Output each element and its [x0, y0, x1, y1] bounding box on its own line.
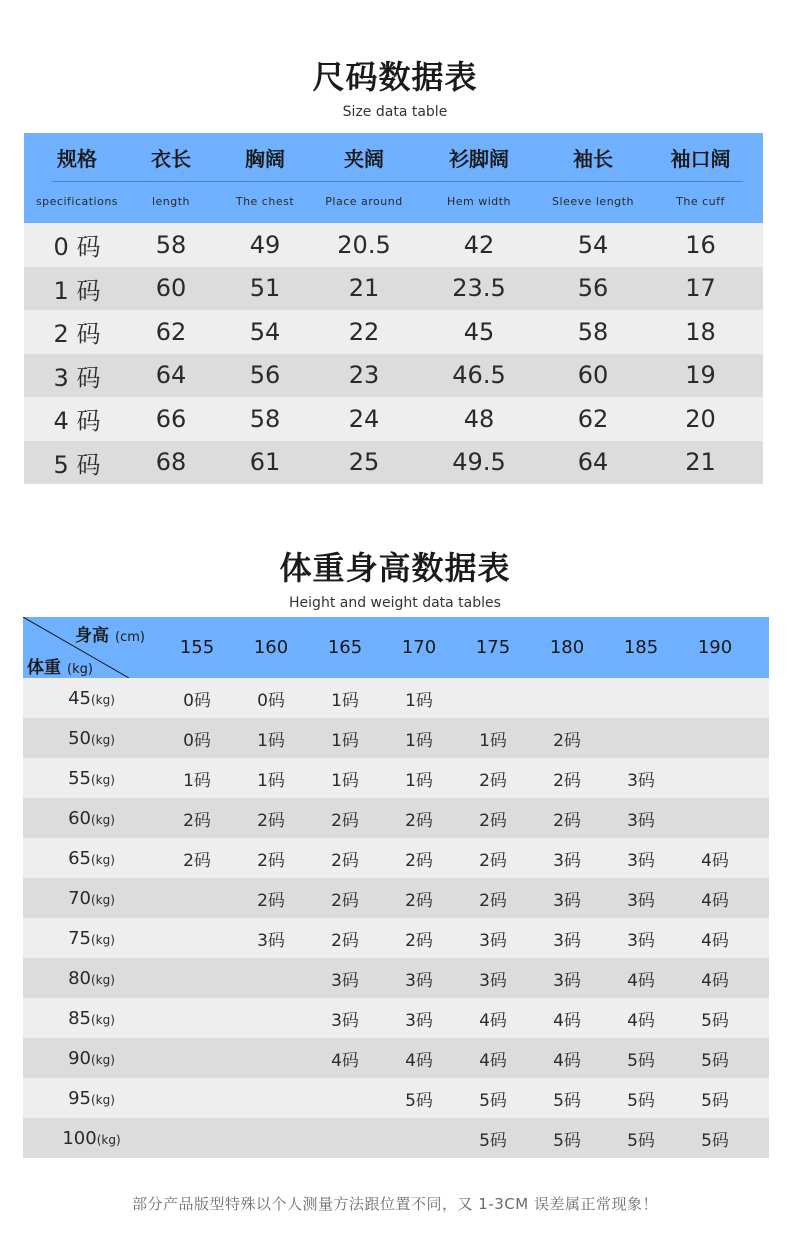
size-value-cell: 56 — [577, 274, 609, 303]
recommended-size-cell: 2码 — [405, 810, 433, 831]
weight-table-row — [23, 798, 769, 838]
recommended-size-cell: 3码 — [553, 890, 581, 911]
recommended-size-cell: 1码 — [479, 730, 507, 751]
recommended-size-cell: 1码 — [183, 770, 211, 791]
size-value-cell: 62 — [577, 404, 609, 433]
size-label-cell: 2 码 — [53, 320, 101, 349]
recommended-size-cell: 2码 — [183, 850, 211, 871]
size-col-header-en: specifications — [35, 195, 119, 208]
weight-unit: (kg) — [90, 772, 115, 787]
size-value-cell: 51 — [249, 274, 281, 303]
size-value-cell: 17 — [685, 274, 716, 303]
size-value-cell: 58 — [577, 317, 609, 346]
recommended-size-cell: 3码 — [627, 770, 655, 791]
recommended-size-cell: 3码 — [331, 970, 359, 991]
recommended-size-cell: 4码 — [701, 970, 729, 991]
size-table-row — [24, 397, 763, 441]
size-value-cell: 49 — [249, 230, 281, 259]
recommended-size-cell: 4码 — [479, 1010, 507, 1031]
height-col-header: 175 — [475, 637, 511, 658]
size-col-header — [130, 133, 212, 223]
weight-table-row — [23, 1078, 769, 1118]
weight-label-cell — [23, 888, 160, 909]
height-weight-table — [23, 617, 769, 1158]
corner-cell — [23, 617, 160, 678]
recommended-size-cell: 2码 — [331, 930, 359, 951]
weight-value: 70 — [68, 887, 91, 909]
weight-value: 55 — [68, 767, 91, 789]
weight-unit: (kg) — [90, 852, 115, 867]
weight-unit: (kg) — [90, 812, 115, 827]
recommended-size-cell: 4码 — [627, 1010, 655, 1031]
size-table-subtitle: Size data table — [342, 104, 448, 120]
recommended-size-cell: 1码 — [405, 690, 433, 711]
size-value-cell: 46.5 — [452, 361, 506, 390]
recommended-size-cell: 1码 — [331, 690, 359, 711]
size-value-cell: 64 — [577, 448, 609, 477]
size-label-cell: 4 码 — [53, 407, 101, 436]
recommended-size-cell: 1码 — [257, 730, 285, 751]
recommended-size-cell: 3码 — [627, 890, 655, 911]
size-value-cell: 20 — [685, 404, 716, 433]
size-col-header-en: The cuff — [676, 195, 725, 208]
weight-value: 85 — [68, 1007, 91, 1029]
size-value-cell: 24 — [348, 404, 380, 433]
size-col-header-en: The chest — [235, 195, 295, 208]
size-col-header — [24, 133, 130, 223]
size-table-row — [24, 267, 763, 311]
height-col-header: 160 — [253, 637, 289, 658]
size-col-header — [548, 133, 638, 223]
weight-label-cell — [23, 968, 160, 989]
weight-table-row — [23, 998, 769, 1038]
recommended-size-cell: 2码 — [479, 850, 507, 871]
weight-label-cell — [23, 1048, 160, 1069]
weight-value: 100 — [62, 1127, 97, 1149]
size-table-heading — [0, 52, 790, 120]
weight-unit: (kg) — [96, 1132, 121, 1147]
weight-table-row — [23, 678, 769, 718]
size-table-header — [24, 133, 763, 223]
size-label-cell: 0 码 — [53, 233, 101, 262]
weight-table-row — [23, 958, 769, 998]
recommended-size-cell: 2码 — [405, 930, 433, 951]
corner-height-label: 身高 (cm) — [75, 626, 145, 646]
size-label-cell: 3 码 — [53, 363, 101, 392]
recommended-size-cell: 5码 — [701, 1130, 729, 1151]
recommended-size-cell: 4码 — [479, 1050, 507, 1071]
weight-table-title: 体重身高数据表 — [279, 549, 511, 587]
recommended-size-cell: 2码 — [183, 810, 211, 831]
recommended-size-cell: 5码 — [627, 1130, 655, 1151]
recommended-size-cell: 5码 — [627, 1090, 655, 1111]
recommended-size-cell: 1码 — [331, 730, 359, 751]
weight-table-row — [23, 838, 769, 878]
recommended-size-cell: 3码 — [553, 930, 581, 951]
weight-table-row — [23, 758, 769, 798]
weight-table-row — [23, 1118, 769, 1158]
recommended-size-cell: 2码 — [331, 810, 359, 831]
weight-label-cell — [23, 688, 160, 709]
recommended-size-cell: 2码 — [553, 730, 581, 751]
weight-value: 65 — [68, 847, 91, 869]
recommended-size-cell: 1码 — [257, 770, 285, 791]
recommended-size-cell: 2码 — [331, 890, 359, 911]
weight-value: 90 — [68, 1047, 91, 1069]
size-value-cell: 68 — [155, 448, 187, 477]
recommended-size-cell: 5码 — [701, 1090, 729, 1111]
size-col-header — [410, 133, 548, 223]
recommended-size-cell: 3码 — [257, 930, 285, 951]
weight-table-row — [23, 878, 769, 918]
weight-table-row — [23, 1038, 769, 1078]
height-col-header: 165 — [327, 637, 363, 658]
corner-weight-label: 体重 (kg) — [27, 658, 93, 678]
recommended-size-cell: 1码 — [331, 770, 359, 791]
recommended-size-cell: 5码 — [479, 1130, 507, 1151]
recommended-size-cell: 5码 — [701, 1050, 729, 1071]
size-col-header-cn: 衫脚阔 — [449, 147, 509, 171]
recommended-size-cell: 1码 — [405, 770, 433, 791]
height-col-header: 190 — [697, 637, 733, 658]
size-value-cell: 60 — [577, 361, 609, 390]
size-value-cell: 23 — [348, 361, 380, 390]
recommended-size-cell: 4码 — [701, 890, 729, 911]
size-value-cell: 60 — [155, 274, 187, 303]
size-value-cell: 23.5 — [452, 274, 506, 303]
weight-unit: (kg) — [90, 892, 115, 907]
size-table-title: 尺码数据表 — [312, 58, 478, 96]
size-table-row — [24, 310, 763, 354]
weight-value: 80 — [68, 967, 91, 989]
size-col-header-cn: 袖口阔 — [670, 147, 731, 171]
weight-unit: (kg) — [90, 732, 115, 747]
size-value-cell: 49.5 — [452, 448, 506, 477]
weight-table-heading — [0, 543, 790, 611]
recommended-size-cell: 2码 — [405, 890, 433, 911]
weight-unit: (kg) — [90, 932, 115, 947]
size-value-cell: 20.5 — [337, 230, 391, 259]
recommended-size-cell: 4码 — [553, 1010, 581, 1031]
size-col-header-cn: 衣长 — [151, 147, 191, 171]
recommended-size-cell: 3码 — [331, 1010, 359, 1031]
size-value-cell: 22 — [348, 317, 380, 346]
size-table-row — [24, 354, 763, 398]
size-value-cell: 16 — [685, 230, 716, 259]
height-col-header: 180 — [549, 637, 585, 658]
weight-value: 95 — [68, 1087, 91, 1109]
weight-unit: (kg) — [90, 1052, 115, 1067]
weight-unit: (kg) — [90, 1012, 115, 1027]
weight-label-cell — [23, 1128, 160, 1149]
recommended-size-cell: 3码 — [479, 970, 507, 991]
size-value-cell: 62 — [155, 317, 187, 346]
weight-label-cell — [23, 808, 160, 829]
size-value-cell: 19 — [685, 361, 716, 390]
weight-unit: (kg) — [90, 972, 115, 987]
size-value-cell: 54 — [249, 317, 281, 346]
size-value-cell: 56 — [249, 361, 281, 390]
recommended-size-cell: 2码 — [553, 770, 581, 791]
weight-value: 75 — [68, 927, 91, 949]
size-value-cell: 45 — [463, 317, 495, 346]
weight-value: 50 — [68, 727, 91, 749]
size-table-row — [24, 223, 763, 267]
weight-table-subtitle: Height and weight data tables — [289, 595, 501, 611]
recommended-size-cell: 0码 — [183, 690, 211, 711]
recommended-size-cell: 2码 — [257, 810, 285, 831]
size-col-header — [318, 133, 410, 223]
recommended-size-cell: 4码 — [405, 1050, 433, 1071]
recommended-size-cell: 5码 — [627, 1050, 655, 1071]
size-col-header-en: Sleeve length — [552, 195, 634, 208]
recommended-size-cell: 3码 — [627, 850, 655, 871]
size-col-header — [638, 133, 763, 223]
height-col-header: 155 — [179, 637, 215, 658]
recommended-size-cell: 5码 — [479, 1090, 507, 1111]
size-col-header-cn: 袖长 — [573, 147, 613, 171]
recommended-size-cell: 3码 — [405, 970, 433, 991]
recommended-size-cell: 0码 — [257, 690, 285, 711]
size-col-header — [212, 133, 318, 223]
recommended-size-cell: 4码 — [701, 930, 729, 951]
recommended-size-cell: 3码 — [627, 810, 655, 831]
recommended-size-cell: 2码 — [257, 850, 285, 871]
size-value-cell: 58 — [155, 230, 187, 259]
size-label-cell: 5 码 — [53, 450, 101, 479]
size-col-header-cn: 胸阔 — [245, 147, 285, 171]
weight-value: 60 — [68, 807, 91, 829]
size-value-cell: 61 — [249, 448, 281, 477]
weight-unit: (kg) — [90, 692, 115, 707]
recommended-size-cell: 2码 — [331, 850, 359, 871]
recommended-size-cell: 3码 — [405, 1010, 433, 1031]
recommended-size-cell: 0码 — [183, 730, 211, 751]
height-col-header: 170 — [401, 637, 437, 658]
weight-label-cell — [23, 928, 160, 949]
recommended-size-cell: 2码 — [405, 850, 433, 871]
recommended-size-cell: 5码 — [553, 1090, 581, 1111]
weight-unit: (kg) — [90, 1092, 115, 1107]
weight-label-cell — [23, 728, 160, 749]
recommended-size-cell: 3码 — [479, 930, 507, 951]
size-value-cell: 64 — [155, 361, 187, 390]
size-col-header-en: Place around — [325, 195, 403, 208]
weight-table-row — [23, 918, 769, 958]
size-value-cell: 25 — [348, 448, 380, 477]
size-col-header-cn: 夹阔 — [344, 147, 384, 171]
size-label-cell: 1 码 — [53, 276, 101, 305]
weight-value: 45 — [68, 687, 91, 709]
size-data-table — [24, 133, 763, 484]
height-weight-header — [23, 617, 769, 678]
recommended-size-cell: 4码 — [553, 1050, 581, 1071]
size-value-cell: 66 — [155, 404, 187, 433]
recommended-size-cell: 3码 — [627, 930, 655, 951]
size-value-cell: 54 — [577, 230, 609, 259]
size-value-cell: 48 — [463, 404, 495, 433]
recommended-size-cell: 2码 — [479, 890, 507, 911]
recommended-size-cell: 1码 — [405, 730, 433, 751]
weight-table-row — [23, 718, 769, 758]
size-value-cell: 58 — [249, 404, 281, 433]
recommended-size-cell: 4码 — [701, 850, 729, 871]
weight-label-cell — [23, 1088, 160, 1109]
size-col-header-en: length — [151, 195, 191, 208]
recommended-size-cell: 4码 — [331, 1050, 359, 1071]
weight-label-cell — [23, 1008, 160, 1029]
recommended-size-cell: 2码 — [553, 810, 581, 831]
size-value-cell: 21 — [685, 448, 716, 477]
recommended-size-cell: 2码 — [257, 890, 285, 911]
size-value-cell: 18 — [685, 317, 716, 346]
weight-label-cell — [23, 768, 160, 789]
weight-label-cell — [23, 848, 160, 869]
recommended-size-cell: 5码 — [405, 1090, 433, 1111]
size-col-header-en: Hem width — [446, 195, 512, 208]
recommended-size-cell: 2码 — [479, 770, 507, 791]
footnote: 部分产品版型特殊以个人测量方法跟位置不同，又 1-3CM 误差属正常现象！ — [132, 1195, 658, 1213]
recommended-size-cell: 2码 — [479, 810, 507, 831]
height-col-header: 185 — [623, 637, 659, 658]
recommended-size-cell: 3码 — [553, 850, 581, 871]
size-value-cell: 21 — [348, 274, 380, 303]
size-value-cell: 42 — [463, 230, 495, 259]
size-table-row — [24, 441, 763, 485]
recommended-size-cell: 5码 — [701, 1010, 729, 1031]
recommended-size-cell: 5码 — [553, 1130, 581, 1151]
size-col-header-cn: 规格 — [57, 147, 97, 171]
recommended-size-cell: 3码 — [553, 970, 581, 991]
recommended-size-cell: 4码 — [627, 970, 655, 991]
